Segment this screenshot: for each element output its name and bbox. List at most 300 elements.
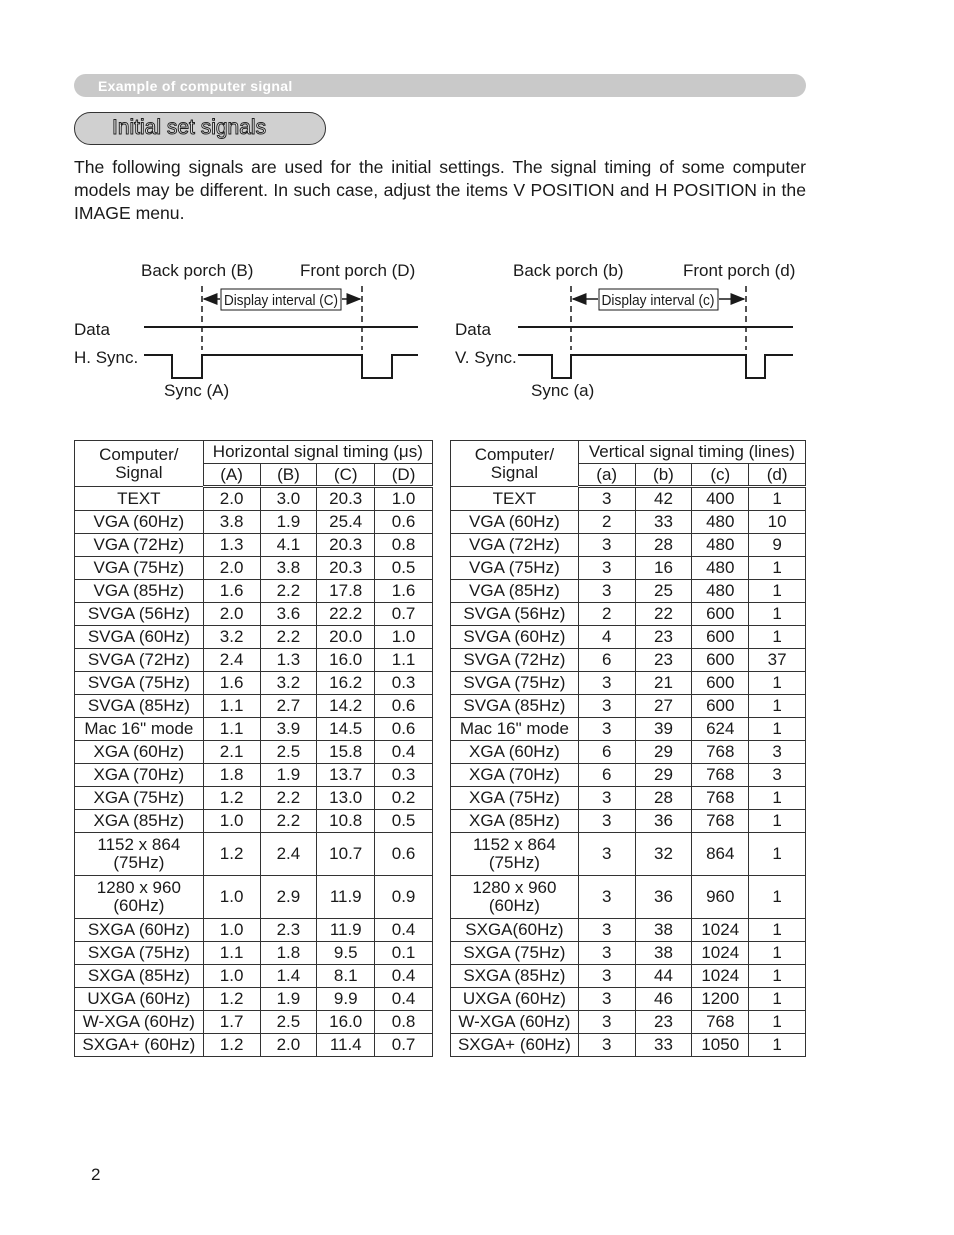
- h-col-signal-header: [75, 441, 204, 487]
- v-sync-a-label: Sync (a): [531, 381, 595, 400]
- timing-value-cell: 1024: [692, 919, 749, 942]
- timing-value-cell: 1.2: [203, 988, 260, 1011]
- timing-value-cell: 2.1: [203, 741, 260, 764]
- timing-value-cell: 1: [749, 988, 806, 1011]
- timing-value-cell: 768: [692, 741, 749, 764]
- timing-value-cell: 4: [578, 626, 635, 649]
- timing-value-cell: 1: [749, 695, 806, 718]
- table-row: [451, 557, 806, 580]
- horizontal-timing-table: [74, 440, 433, 1057]
- timing-value-cell: 3: [578, 876, 635, 919]
- timing-value-cell: 13.0: [317, 787, 375, 810]
- timing-value-cell: 11.9: [317, 919, 375, 942]
- table-row: [451, 487, 806, 511]
- table-row: [75, 988, 433, 1011]
- timing-value-cell: 1: [749, 965, 806, 988]
- timing-value-cell: 3: [749, 741, 806, 764]
- timing-value-cell: 2.5: [260, 741, 317, 764]
- signal-name-cell: [75, 876, 204, 919]
- timing-value-cell: 0.2: [375, 787, 433, 810]
- timing-value-cell: 480: [692, 557, 749, 580]
- timing-value-cell: 1.0: [203, 810, 260, 833]
- timing-value-cell: 36: [635, 876, 692, 919]
- timing-value-cell: 2.2: [260, 810, 317, 833]
- timing-value-cell: 37: [749, 649, 806, 672]
- timing-value-cell: 0.1: [375, 942, 433, 965]
- timing-value-cell: 0.7: [375, 1034, 433, 1057]
- table-row: [451, 876, 806, 919]
- timing-value-cell: 9: [749, 534, 806, 557]
- timing-value-cell: 25: [635, 580, 692, 603]
- timing-value-cell: 600: [692, 695, 749, 718]
- timing-value-cell: 32: [635, 833, 692, 876]
- timing-value-cell: 1.1: [203, 695, 260, 718]
- timing-value-cell: 1050: [692, 1034, 749, 1057]
- timing-value-cell: 10.7: [317, 833, 375, 876]
- h-front-porch-label: Front porch (D): [300, 261, 416, 280]
- table-row: [75, 718, 433, 741]
- table-row: [451, 695, 806, 718]
- table-row: [75, 965, 433, 988]
- signal-name-text: W-XGA (60Hz): [82, 1012, 195, 1031]
- table-row: [75, 919, 433, 942]
- table-row: [451, 603, 806, 626]
- signal-name-cell: [451, 557, 579, 580]
- table-row: [75, 603, 433, 626]
- timing-value-cell: 0.8: [375, 1011, 433, 1034]
- timing-value-cell: 1: [749, 810, 806, 833]
- signal-name-text: UXGA (60Hz): [87, 989, 191, 1008]
- timing-value-cell: 1.2: [203, 787, 260, 810]
- timing-value-cell: 1.9: [260, 988, 317, 1011]
- signal-name-text: XGA (75Hz): [469, 788, 560, 807]
- timing-value-cell: 27: [635, 695, 692, 718]
- timing-value-cell: 480: [692, 534, 749, 557]
- h-sub-header: (C): [317, 464, 375, 487]
- signal-name-text: XGA (70Hz): [469, 765, 560, 784]
- table-row: [451, 741, 806, 764]
- v-sync-label: V. Sync.: [455, 348, 517, 367]
- timing-value-cell: 400: [692, 487, 749, 511]
- signal-name-cell: [451, 764, 579, 787]
- timing-value-cell: 2.2: [260, 787, 317, 810]
- timing-value-cell: 3: [578, 1011, 635, 1034]
- timing-value-cell: 29: [635, 764, 692, 787]
- timing-value-cell: 14.2: [317, 695, 375, 718]
- timing-value-cell: 38: [635, 919, 692, 942]
- section-title: Initial set signals: [112, 116, 267, 139]
- timing-value-cell: 3: [578, 557, 635, 580]
- table-row: [451, 718, 806, 741]
- signal-name-cell: [451, 487, 579, 511]
- timing-value-cell: 3: [578, 787, 635, 810]
- signal-name-cell: [75, 988, 204, 1011]
- timing-value-cell: 1: [749, 626, 806, 649]
- timing-value-cell: 2: [578, 511, 635, 534]
- timing-value-cell: 0.9: [375, 876, 433, 919]
- signal-name-text: 1280 x 960 (60Hz): [472, 878, 557, 915]
- signal-name-text: SVGA (60Hz): [87, 627, 190, 646]
- signal-name-text: Mac 16" mode: [84, 719, 194, 738]
- timing-value-cell: 3: [578, 919, 635, 942]
- signal-name-text: SXGA (60Hz): [87, 920, 190, 939]
- signal-name-cell: [451, 833, 579, 876]
- timing-value-cell: 1: [749, 942, 806, 965]
- horizontal-timing-diagram: [74, 261, 418, 400]
- timing-value-cell: 2.9: [260, 876, 317, 919]
- table-row: [451, 672, 806, 695]
- timing-value-cell: 16.0: [317, 1011, 375, 1034]
- signal-name-text: SVGA (75Hz): [463, 673, 566, 692]
- table-row: [451, 1011, 806, 1034]
- timing-value-cell: 2.2: [260, 580, 317, 603]
- timing-value-cell: 8.1: [317, 965, 375, 988]
- timing-value-cell: 3: [578, 718, 635, 741]
- timing-value-cell: 2.0: [203, 603, 260, 626]
- timing-value-cell: 1.9: [260, 764, 317, 787]
- timing-value-cell: 960: [692, 876, 749, 919]
- timing-value-cell: 0.6: [375, 718, 433, 741]
- timing-value-cell: 1: [749, 876, 806, 919]
- table-row: [451, 988, 806, 1011]
- timing-value-cell: 3: [578, 1034, 635, 1057]
- signal-name-cell: [75, 764, 204, 787]
- timing-value-cell: 9.9: [317, 988, 375, 1011]
- signal-name-text: SVGA (56Hz): [87, 604, 190, 623]
- timing-value-cell: 11.9: [317, 876, 375, 919]
- timing-value-cell: 1: [749, 580, 806, 603]
- timing-value-cell: 2.3: [260, 919, 317, 942]
- timing-value-cell: 16.2: [317, 672, 375, 695]
- signal-name-cell: [75, 718, 204, 741]
- table-row: [75, 1011, 433, 1034]
- timing-value-cell: 480: [692, 580, 749, 603]
- signal-name-text: XGA (85Hz): [93, 811, 185, 830]
- timing-value-cell: 1.7: [203, 1011, 260, 1034]
- table-row: [451, 534, 806, 557]
- v-sub-header: (c): [692, 464, 749, 487]
- v-sync-waveform: [518, 355, 793, 378]
- timing-value-cell: 3.2: [203, 626, 260, 649]
- timing-value-cell: 1.0: [375, 626, 433, 649]
- timing-value-cell: 600: [692, 603, 749, 626]
- signal-name-cell: [75, 1011, 204, 1034]
- timing-value-cell: 1: [749, 487, 806, 511]
- signal-name-text: XGA (75Hz): [93, 788, 185, 807]
- signal-name-cell: [75, 487, 204, 511]
- timing-value-cell: 3.9: [260, 718, 317, 741]
- timing-value-cell: 0.4: [375, 965, 433, 988]
- signal-name-text: SXGA(60Hz): [465, 920, 564, 939]
- signal-name-cell: [75, 626, 204, 649]
- timing-value-cell: 1.9: [260, 511, 317, 534]
- signal-name-cell: [451, 988, 579, 1011]
- timing-value-cell: 20.3: [317, 534, 375, 557]
- signal-name-cell: [451, 672, 579, 695]
- table-row: [451, 626, 806, 649]
- timing-value-cell: 768: [692, 764, 749, 787]
- table-row: [75, 942, 433, 965]
- signal-name-text: VGA (60Hz): [93, 512, 185, 531]
- timing-value-cell: 1.0: [203, 876, 260, 919]
- table-row: [451, 965, 806, 988]
- signal-name-text: SXGA (75Hz): [463, 943, 566, 962]
- timing-value-cell: 1200: [692, 988, 749, 1011]
- signal-name-cell: [451, 1011, 579, 1034]
- signal-name-text: SXGA+ (60Hz): [82, 1035, 196, 1054]
- timing-value-cell: 29: [635, 741, 692, 764]
- signal-name-text: XGA (60Hz): [469, 742, 560, 761]
- signal-name-text: XGA (85Hz): [469, 811, 560, 830]
- v-sub-header: (b): [635, 464, 692, 487]
- timing-value-cell: 3: [578, 672, 635, 695]
- signal-name-text: SVGA (75Hz): [87, 673, 190, 692]
- timing-value-cell: 21: [635, 672, 692, 695]
- signal-name-text: SVGA (72Hz): [463, 650, 566, 669]
- h-sub-header: (A): [203, 464, 260, 487]
- signal-name-cell: [451, 511, 579, 534]
- h-data-label: Data: [74, 320, 110, 339]
- signal-name-text: VGA (60Hz): [469, 512, 560, 531]
- table-row: [75, 876, 433, 919]
- timing-value-cell: 768: [692, 1011, 749, 1034]
- v-sub-header: (a): [578, 464, 635, 487]
- table-row: [451, 764, 806, 787]
- signal-name-cell: [75, 557, 204, 580]
- timing-value-cell: 3.6: [260, 603, 317, 626]
- timing-value-cell: 16.0: [317, 649, 375, 672]
- timing-value-cell: 22: [635, 603, 692, 626]
- signal-name-text: SXGA+ (60Hz): [457, 1035, 571, 1054]
- timing-value-cell: 3: [578, 487, 635, 511]
- timing-value-cell: 0.3: [375, 764, 433, 787]
- table-row: [451, 511, 806, 534]
- timing-value-cell: 1.0: [203, 965, 260, 988]
- timing-value-cell: 1.8: [203, 764, 260, 787]
- timing-value-cell: 39: [635, 718, 692, 741]
- timing-value-cell: 0.8: [375, 534, 433, 557]
- timing-value-cell: 23: [635, 1011, 692, 1034]
- timing-value-cell: 1: [749, 787, 806, 810]
- timing-value-cell: 2: [578, 603, 635, 626]
- table-row: [75, 626, 433, 649]
- signal-name-text: 1152 x 864 (75Hz): [472, 835, 556, 872]
- timing-value-cell: 1.2: [203, 1034, 260, 1057]
- signal-name-text: SXGA (85Hz): [463, 966, 566, 985]
- timing-value-cell: 480: [692, 511, 749, 534]
- signal-name-cell: [451, 787, 579, 810]
- h-display-interval-label: Display interval (C): [224, 292, 338, 309]
- intro-paragraph: The following signals are used for the initial settings. The signal timing of some computer models may be different. In such case, adjust the items V POSITION and H POSITION in the IMAGE menu.: [74, 157, 806, 223]
- table-row: [75, 672, 433, 695]
- timing-value-cell: 3: [578, 833, 635, 876]
- signal-name-text: 1152 x 864 (75Hz): [97, 835, 181, 872]
- timing-value-cell: 1: [749, 672, 806, 695]
- timing-value-cell: 1: [749, 603, 806, 626]
- timing-value-cell: 2.4: [203, 649, 260, 672]
- signal-name-cell: [451, 718, 579, 741]
- timing-value-cell: 13.7: [317, 764, 375, 787]
- h-sync-a-label: Sync (A): [164, 381, 230, 400]
- timing-value-cell: 1024: [692, 965, 749, 988]
- signal-name-text: SVGA (56Hz): [463, 604, 566, 623]
- timing-value-cell: 28: [635, 787, 692, 810]
- table-row: [75, 810, 433, 833]
- signal-name-text: VGA (72Hz): [469, 535, 560, 554]
- timing-value-cell: 25.4: [317, 511, 375, 534]
- table-row: [451, 787, 806, 810]
- table-row: [451, 942, 806, 965]
- timing-value-cell: 10: [749, 511, 806, 534]
- signal-name-cell: [451, 810, 579, 833]
- table-row: [75, 787, 433, 810]
- timing-value-cell: 768: [692, 787, 749, 810]
- timing-value-cell: 3: [578, 580, 635, 603]
- h-col-signal-text: Computer/ Signal: [99, 444, 179, 482]
- table-row: [75, 741, 433, 764]
- timing-value-cell: 1.3: [260, 649, 317, 672]
- h-sync-waveform: [144, 355, 418, 378]
- timing-value-cell: 46: [635, 988, 692, 1011]
- signal-name-text: 1280 x 960 (60Hz): [96, 878, 181, 915]
- timing-value-cell: 768: [692, 810, 749, 833]
- v-group-header: Vertical signal timing (lines): [578, 441, 805, 464]
- signal-name-cell: [451, 626, 579, 649]
- table-row: [75, 764, 433, 787]
- timing-value-cell: 36: [635, 810, 692, 833]
- timing-value-cell: 624: [692, 718, 749, 741]
- timing-diagrams: [0, 0, 954, 420]
- table-row: [451, 833, 806, 876]
- table-row: [451, 919, 806, 942]
- timing-value-cell: 33: [635, 1034, 692, 1057]
- signal-name-cell: [451, 741, 579, 764]
- timing-value-cell: 14.5: [317, 718, 375, 741]
- timing-value-cell: 2.7: [260, 695, 317, 718]
- signal-name-text: VGA (72Hz): [93, 535, 185, 554]
- signal-name-cell: [75, 534, 204, 557]
- v-col-signal-header: [451, 441, 579, 487]
- timing-value-cell: 1.6: [375, 580, 433, 603]
- signal-name-cell: [75, 919, 204, 942]
- timing-value-cell: 0.4: [375, 988, 433, 1011]
- table-row: [75, 695, 433, 718]
- signal-name-text: XGA (60Hz): [93, 742, 185, 761]
- timing-value-cell: 3.0: [260, 487, 317, 511]
- timing-value-cell: 3: [578, 942, 635, 965]
- timing-value-cell: 0.6: [375, 833, 433, 876]
- signal-name-cell: [75, 603, 204, 626]
- signal-name-cell: [451, 965, 579, 988]
- signal-name-cell: [75, 695, 204, 718]
- timing-value-cell: 16: [635, 557, 692, 580]
- table-row: [451, 649, 806, 672]
- signal-name-cell: [451, 695, 579, 718]
- signal-name-text: SVGA (85Hz): [87, 696, 190, 715]
- timing-value-cell: 2.4: [260, 833, 317, 876]
- timing-value-cell: 0.6: [375, 511, 433, 534]
- signal-name-text: UXGA (60Hz): [462, 989, 566, 1008]
- signal-name-cell: [75, 965, 204, 988]
- signal-name-text: TEXT: [117, 488, 161, 508]
- timing-value-cell: 1.2: [203, 833, 260, 876]
- signal-name-text: XGA (70Hz): [93, 765, 185, 784]
- table-row: [451, 580, 806, 603]
- signal-name-text: VGA (85Hz): [93, 581, 185, 600]
- signal-name-cell: [75, 810, 204, 833]
- timing-value-cell: 3: [578, 810, 635, 833]
- timing-value-cell: 2.5: [260, 1011, 317, 1034]
- signal-name-cell: [75, 649, 204, 672]
- timing-value-cell: 1.1: [203, 942, 260, 965]
- timing-value-cell: 0.5: [375, 557, 433, 580]
- h-group-header: Horizontal signal timing (μs): [203, 441, 432, 464]
- signal-name-cell: [451, 876, 579, 919]
- signal-name-text: VGA (85Hz): [469, 581, 560, 600]
- timing-value-cell: 3: [578, 534, 635, 557]
- table-row: [75, 833, 433, 876]
- timing-value-cell: 28: [635, 534, 692, 557]
- v-sub-header: (d): [749, 464, 806, 487]
- signal-name-cell: [75, 511, 204, 534]
- signal-name-text: SVGA (72Hz): [87, 650, 190, 669]
- signal-name-cell: [451, 580, 579, 603]
- timing-value-cell: 1: [749, 718, 806, 741]
- timing-value-cell: 2.0: [203, 557, 260, 580]
- banner-label: Example of computer signal: [98, 78, 293, 94]
- signal-name-cell: [75, 1034, 204, 1057]
- vertical-timing-diagram: [455, 261, 795, 400]
- timing-value-cell: 0.6: [375, 695, 433, 718]
- signal-name-text: Mac 16" mode: [459, 719, 569, 738]
- timing-value-cell: 44: [635, 965, 692, 988]
- signal-name-text: SVGA (60Hz): [463, 627, 566, 646]
- timing-value-cell: 1.6: [203, 672, 260, 695]
- timing-value-cell: 1: [749, 833, 806, 876]
- timing-value-cell: 23: [635, 626, 692, 649]
- timing-value-cell: 20.3: [317, 487, 375, 511]
- timing-value-cell: 2.2: [260, 626, 317, 649]
- timing-value-cell: 20.3: [317, 557, 375, 580]
- timing-value-cell: 1.4: [260, 965, 317, 988]
- timing-value-cell: 6: [578, 764, 635, 787]
- timing-value-cell: 38: [635, 942, 692, 965]
- table-row: [75, 487, 433, 511]
- signal-name-cell: [75, 672, 204, 695]
- timing-value-cell: 15.8: [317, 741, 375, 764]
- timing-value-cell: 2.0: [260, 1034, 317, 1057]
- table-row: [451, 1034, 806, 1057]
- vertical-timing-table: [450, 440, 806, 1057]
- signal-name-text: VGA (75Hz): [93, 558, 185, 577]
- timing-value-cell: 864: [692, 833, 749, 876]
- timing-value-cell: 0.5: [375, 810, 433, 833]
- table-row: [75, 649, 433, 672]
- timing-value-cell: 3: [749, 764, 806, 787]
- timing-value-cell: 1.3: [203, 534, 260, 557]
- timing-value-cell: 3.8: [260, 557, 317, 580]
- timing-value-cell: 0.3: [375, 672, 433, 695]
- page-number: 2: [91, 1165, 101, 1184]
- timing-value-cell: 23: [635, 649, 692, 672]
- timing-value-cell: 2.0: [203, 487, 260, 511]
- table-row: [75, 511, 433, 534]
- table-row: [75, 557, 433, 580]
- signal-name-text: TEXT: [492, 488, 537, 508]
- timing-value-cell: 17.8: [317, 580, 375, 603]
- signal-name-text: VGA (75Hz): [469, 558, 560, 577]
- timing-value-cell: 6: [578, 649, 635, 672]
